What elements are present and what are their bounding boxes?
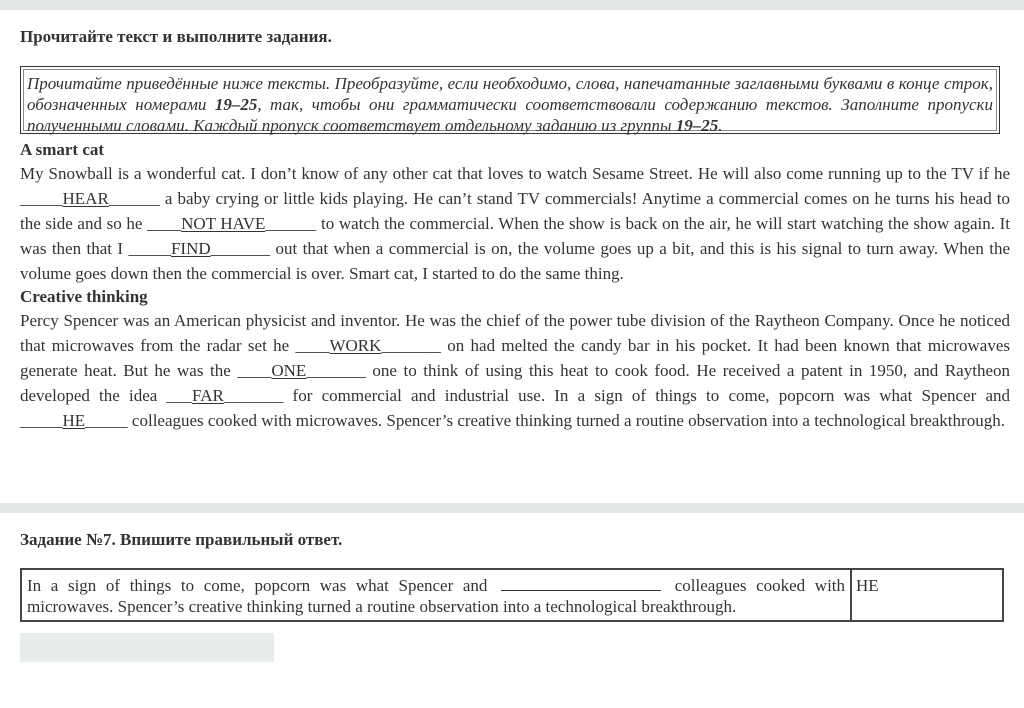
gap-keyword: FAR xyxy=(192,386,224,405)
text-segment: out that when a commercial is on, the volume goes up a bit, and this is his signal to turn away. When the volume goes down then the commercial is over. Smart cat, I started to do the same thing. xyxy=(20,239,1011,283)
gap-with-keyword xyxy=(128,239,270,258)
gap-keyword: HE xyxy=(62,411,86,430)
gap-keyword: NOT HAVE xyxy=(181,214,266,233)
gap-underscore: ____ xyxy=(237,361,272,380)
gap-keyword: FIND xyxy=(170,239,211,258)
gap-with-keyword xyxy=(295,336,440,355)
text-segment: to watch the commercial. When the show is back on the air, he will start watching the show again. It was then that I xyxy=(20,214,1011,258)
instruction-range: 19–25 xyxy=(675,116,719,135)
text-segment: a baby crying or little kids playing. He can’t stand TV commercials! Anytime a commercial comes on he turns his head to the side and so he xyxy=(20,189,1010,233)
text-heading: Creative thinking xyxy=(20,287,148,306)
task-title: Задание №7. Впишите правильный ответ. xyxy=(20,530,343,549)
gap-underscore: ____ xyxy=(295,336,330,355)
reading-texts xyxy=(20,139,1010,433)
text-heading: A smart cat xyxy=(20,140,105,159)
task-keyword-cell: HE xyxy=(856,576,879,595)
gap-with-keyword xyxy=(167,386,284,405)
instruction-text xyxy=(23,69,997,135)
answer-gap xyxy=(501,576,661,591)
text-segment: for commercial and industrial use. In a sign of things to come, popcorn was what Spencer and xyxy=(283,386,1010,405)
text-segment: My Snowball is a wonderful cat. I don’t know of any other cat that loves to watch Sesame Street. He will also come running up to the TV if he xyxy=(20,164,1010,183)
gap-underscore: _____ xyxy=(128,239,171,258)
task-table xyxy=(20,568,1004,622)
text-paragraph xyxy=(20,308,1010,433)
gap-underscore: ____ xyxy=(147,214,182,233)
text-segment: colleagues cooked with microwaves. Spencer’s creative thinking turned a routine observation into a technological breakthrough. xyxy=(127,411,1005,430)
gap-keyword: ONE xyxy=(271,361,307,380)
text-segment: Percy Spencer was an American physicist and inventor. He was the chief of the power tube division of the Raytheon Company. Once he noticed that microwaves from the radar set he xyxy=(20,311,1010,355)
text-segment: on had melted the candy bar in his pocket. It had been known that microwaves generate heat. But he was the xyxy=(20,336,1010,380)
gap-underscore: _______ xyxy=(306,361,366,380)
instruction-part: . xyxy=(718,116,723,135)
task-sentence-cell xyxy=(22,570,852,620)
gap-underscore: _______ xyxy=(210,239,271,258)
text-segment: one to think of using this heat to cook food. He received a patent in 1950, and Raytheon developed the idea xyxy=(20,361,1010,405)
gap-underscore: _______ xyxy=(381,336,441,355)
gap-underscore: _____ xyxy=(20,411,63,430)
page-title: Прочитайте текст и выполните задания. xyxy=(20,27,332,46)
gap-underscore: _____ xyxy=(20,189,63,208)
instruction-range: 19–25 xyxy=(214,95,258,114)
instruction-box xyxy=(20,66,1000,134)
gap-with-keyword xyxy=(20,411,128,430)
gap-keyword: HEAR xyxy=(62,189,109,208)
gap-underscore: ___ xyxy=(166,386,193,405)
text-paragraph xyxy=(20,161,1010,286)
answer-input[interactable] xyxy=(20,633,274,662)
gap-underscore: ______ xyxy=(108,189,160,208)
task-sentence-before: In a sign of things to come, popcorn was what Spencer and xyxy=(27,576,488,595)
top-divider-band xyxy=(0,0,1024,10)
gap-with-keyword xyxy=(147,214,316,233)
instruction-part: Прочитайте приведённые ниже тексты. Преобразуйте, если необходимо, слова, напечатанные заглавными буквами в конце строк, обозначенных номерами xyxy=(27,74,993,114)
gap-with-keyword xyxy=(20,189,160,208)
gap-underscore: _____ xyxy=(85,411,128,430)
task-sentence-after: colleagues cooked with microwaves. Spencer’s creative thinking turned a routine observation into a technological breakthrough. xyxy=(27,576,846,616)
section-divider-band xyxy=(0,503,1024,513)
gap-underscore: _______ xyxy=(223,386,284,405)
gap-with-keyword xyxy=(237,361,365,380)
gap-keyword: WORK xyxy=(329,336,382,355)
gap-underscore: ______ xyxy=(265,214,317,233)
instruction-part: , так, чтобы они грамматически соответствовали содержанию текстов. Заполните пропуски полученными словами. Каждый пропуск соответствует отдельному заданию из группы xyxy=(27,95,993,135)
